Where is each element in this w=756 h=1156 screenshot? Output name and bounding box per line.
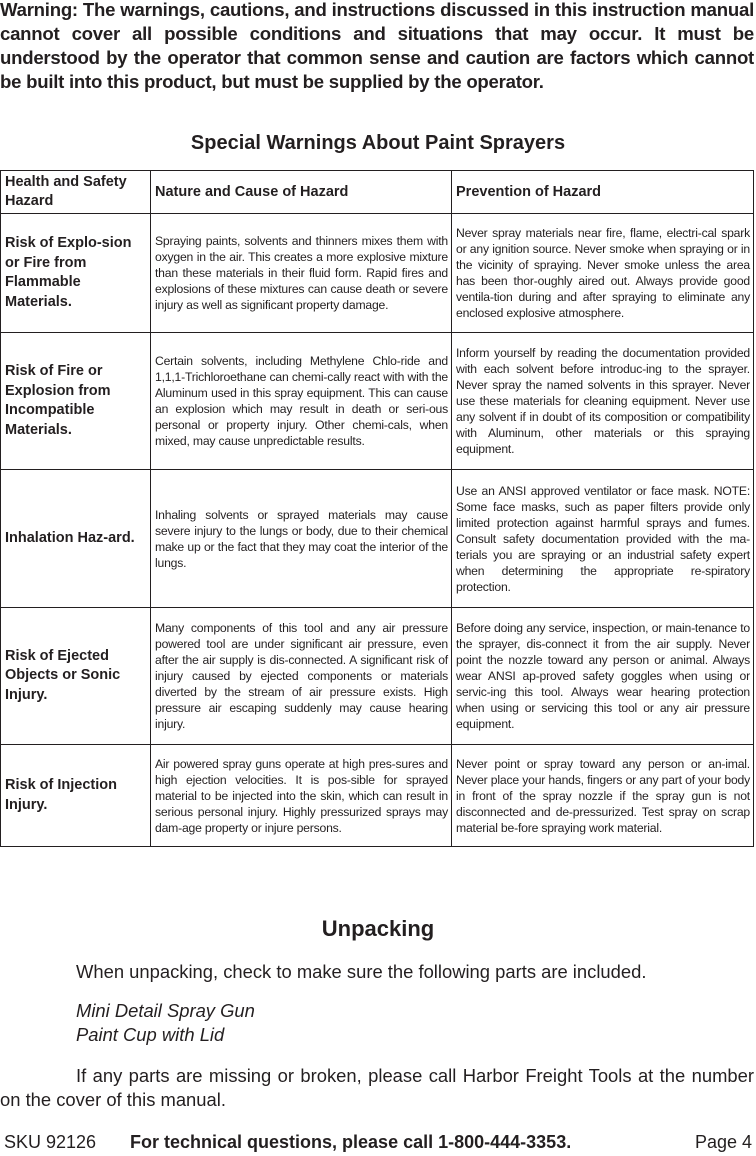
table-row: [1, 214, 754, 333]
prevention-cell: Never spray materials near fire, flame, electri-cal spark or any ignition source. Never smoke when spraying or in the vicinity of spraying. Never smoke unless the area has been thor-oughly aired out. Always provide good ventila-tion during and after spraying to eliminate any enclosed explosive atmosphere.: [452, 214, 754, 333]
unpacking-intro: When unpacking, check to make sure the following parts are included.: [76, 961, 647, 982]
prevention-cell: Inform yourself by reading the documentation provided with each solvent before introduc-ing to the sprayer. Never spray the named solvents in this sprayer. Never use these materials for cleaning equipment. Never use any solvent if in doubt of its composition or compatibility with Aluminum, other materials or this spraying equipment.: [452, 333, 754, 470]
missing-parts-note: If any parts are missing or broken, please call Harbor Freight Tools at the number on the cover of this manual.: [0, 1065, 754, 1110]
header-hazard: Health and Safety Hazard: [1, 171, 151, 214]
page-number: Page 4: [694, 1132, 752, 1152]
header-nature: Nature and Cause of Hazard: [151, 171, 452, 214]
hazard-cell: Risk of Ejected Objects or Sonic Injury.: [1, 608, 151, 745]
hazard-cell: Risk of Fire or Explosion from Incompatible Materials.: [1, 333, 151, 470]
table-row: [1, 745, 754, 847]
nature-cell: Air powered spray guns operate at high pres-sures and high ejection velocities. It is pos-sible for sprayed material to be injected into the skin, which can result in serious personal injury. Highly pressurized sprays may dam-age property or injure persons.: [151, 745, 452, 847]
prevention-cell: Before doing any service, inspection, or main-tenance to the sprayer, dis-connect it from the air supply. Never point the nozzle toward any person or animal. Always wear ANSI ap-proved safety goggles when using or servic-ing this tool. Always wear hearing protection when using or servicing this tool or any air pressure equipment.: [452, 608, 754, 745]
part-list-item: Mini Detail Spray Gun: [76, 1000, 255, 1021]
part-list-item: Paint Cup with Lid: [76, 1024, 225, 1045]
nature-cell: Many components of this tool and any air pressure powered tool are under significant air pressure, even after the air supply is dis-connected. A significant risk of injury caused by ejected components or materials diverted by the stream of air pressure exists. High pressure air escaping suddenly may cause hearing injury.: [151, 608, 452, 745]
tech-support-line: For technical questions, please call 1-800-444-3353.: [130, 1132, 572, 1152]
sku-number: SKU 92126: [4, 1132, 97, 1152]
hazard-cell: Risk of Injection Injury.: [1, 745, 151, 847]
table-row: [1, 470, 754, 608]
special-warnings-title: Special Warnings About Paint Sprayers: [190, 132, 566, 154]
nature-cell: Inhaling solvents or sprayed materials may cause severe injury to the lungs or body, due to their chemical make up or the fact that they may coat the interior of the lungs.: [151, 470, 452, 608]
hazard-cell: Inhalation Haz-ard.: [1, 470, 151, 608]
page-footer: [0, 1132, 756, 1156]
nature-cell: Certain solvents, including Methylene Chlo-ride and 1,1,1-Trichloroethane can chemi-cally react with with the Aluminum used in this spray equipment. This can cause an explosion which may result in death or seri-ous personal or property injury. Other chemi-cals, when mixed, may cause unpredictable results.: [151, 333, 452, 470]
hazard-cell: Risk of Explo-sion or Fire from Flammable Materials.: [1, 214, 151, 333]
hazard-table: [0, 170, 754, 847]
header-prevention: Prevention of Hazard: [452, 171, 754, 214]
nature-cell: Spraying paints, solvents and thinners mixes them with oxygen in the air. This creates a more explosive mixture than these materials in their fluid form. Rapid fires and explosions of these mixtures can cause death or severe injury as well as significant property damage.: [151, 214, 452, 333]
prevention-cell: Use an ANSI approved ventilator or face mask. NOTE: Some face masks, such as paper filters provide only limited protection against harmful sprays and fumes. Consult safety documentation provided with the ma-terials you are spraying or an industrial safety expert when determining the appropriate re-spiratory protection.: [452, 470, 754, 608]
prevention-cell: Never point or spray toward any person or an-imal. Never place your hands, fingers or any part of your body in front of the spray nozzle if the spray gun is not disconnected and de-pressurized. Test spray on scrap material be-fore spraying work material.: [452, 745, 754, 847]
unpacking-title: Unpacking: [321, 916, 435, 941]
warning-paragraph: Warning: The warnings, cautions, and instructions discussed in this instruction manual cannot cover all possible conditions and situations that may occur. It must be understood by the operator that common sense and caution are factors which cannot be built into this product, but must be supplied by the operator.: [0, 0, 754, 92]
table-row: [1, 333, 754, 470]
table-row: [1, 608, 754, 745]
table-header-row: [1, 171, 754, 214]
